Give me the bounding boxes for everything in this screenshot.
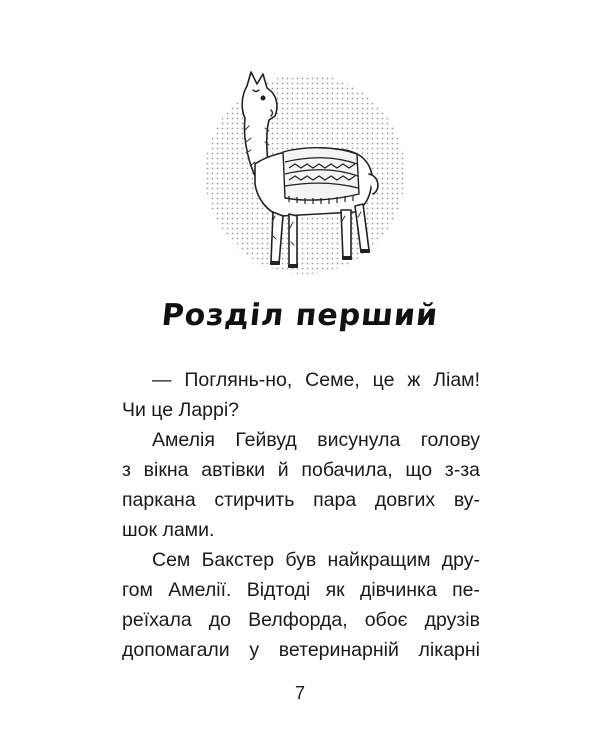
page-number: 7 bbox=[294, 683, 305, 703]
chapter-body-text bbox=[122, 365, 480, 665]
text-line: шок лами. bbox=[122, 519, 215, 541]
text-line: Амелія Гейвуд висунула голову bbox=[152, 429, 480, 451]
text-line: паркана стирчить пара довгих ву- bbox=[122, 489, 480, 511]
text-line: гом Амелії. Відтоді як дівчинка пе- bbox=[122, 579, 480, 601]
text-line: Чи це Ларрі? bbox=[122, 399, 240, 421]
llama-illustration-icon bbox=[185, 66, 425, 296]
text-line: з вікна автівки й побачила, що з-за bbox=[122, 459, 480, 481]
text-line: допомагали у ветеринарній лікарні bbox=[122, 639, 480, 661]
text-line: реїхала до Велфорда, обоє друзів bbox=[122, 609, 480, 631]
text-line: Сем Бакстер був найкращим дру- bbox=[152, 549, 480, 571]
chapter-title: Розділ перший bbox=[159, 298, 441, 333]
text-line: — Поглянь-но, Семе, це ж Ліам! bbox=[152, 369, 480, 391]
